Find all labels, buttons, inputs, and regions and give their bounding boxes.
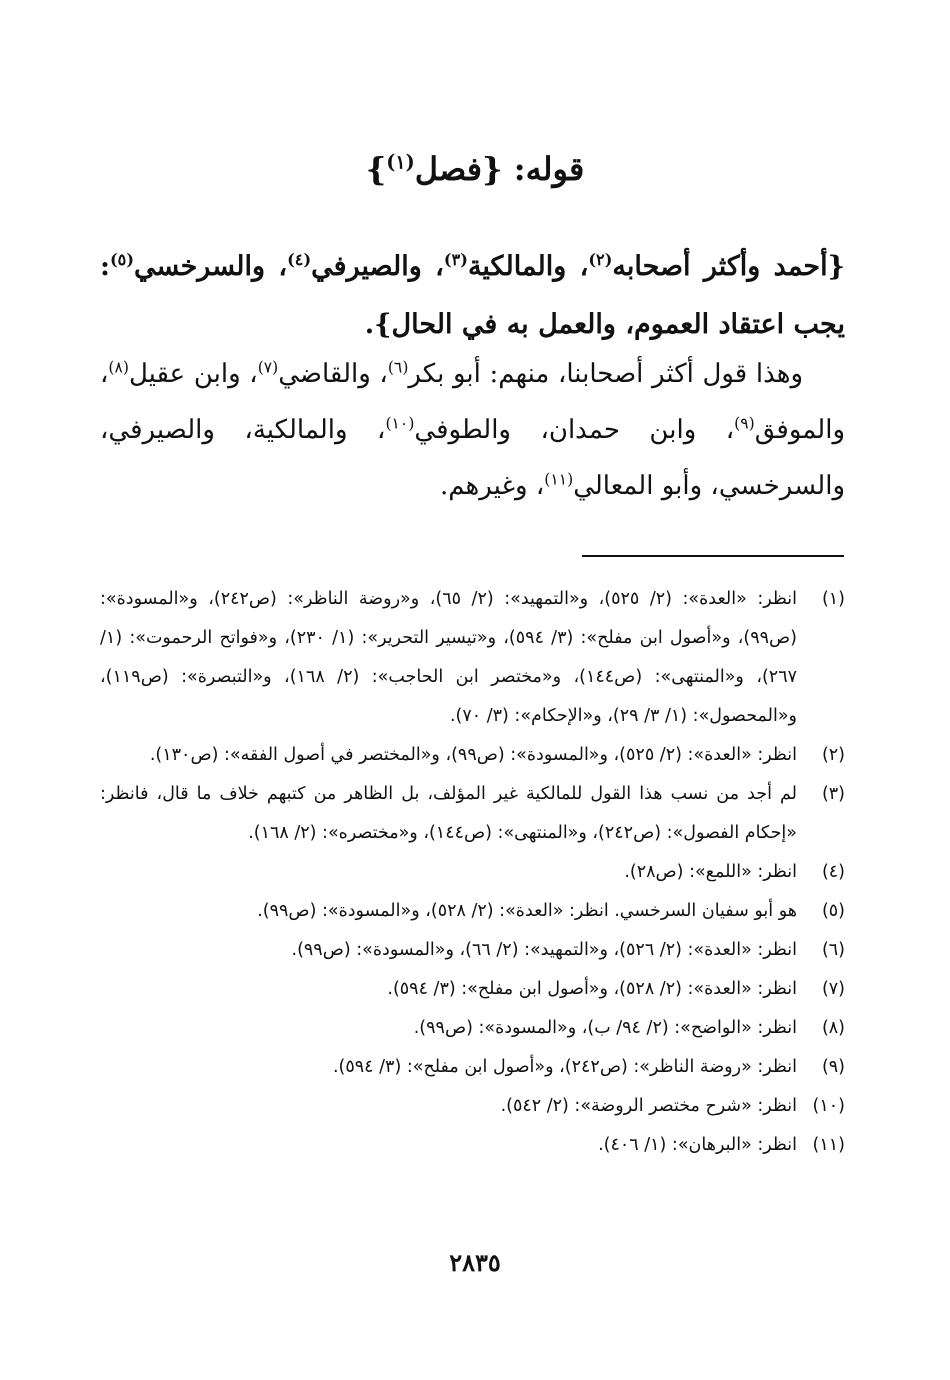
footnote-number: (٥)	[821, 901, 845, 921]
footnote-number: (١٠)	[812, 1096, 845, 1116]
footnote-text: انظر: «العدة»: (٢/ ٥٢٥)، و«المسودة»: (ص٩٩)، و«المختصر في أصول الفقه»: (ص١٣٠).	[149, 745, 797, 765]
heading-prefix: قوله: {فصل	[414, 150, 585, 188]
footnote-number: (٣)	[821, 784, 845, 804]
footnote-text: لم أجد من نسب هذا القول للمالكية غير المؤلف، بل الظاهر من كتبهم خلاف ما قال، فانظر: «إحكام الفصول»: (ص٢٤٢)، و«المنتهى»: (ص١٤٤)، و«مختصره»: (٢/ ١٦٨).	[100, 784, 797, 843]
footnote-number: (١)	[821, 589, 845, 609]
footnote-ref: (٨)	[108, 358, 129, 377]
body-text: ، وغيرهم.	[439, 471, 545, 501]
footnote-ref: (٩)	[734, 414, 755, 433]
footnote-text: انظر: «اللمع»: (ص٢٨).	[624, 862, 797, 882]
footnote-number: (٨)	[821, 1018, 845, 1038]
footnote-divider	[582, 555, 844, 557]
footnote-text: انظر: «العدة»: (٢/ ٥٢٥)، و«التمهيد»: (٢/ ٦٥)، و«روضة الناظر»: (ص٢٤٢)، و«المسودة»: (ص٩٩)، و«أصول ابن مفلح»: (٣/ ٥٩٤)، و«تيسير التحرير»: (١/ ٢٣٠)، و«فواتح الرحموت»: (١/ ٢٦٧)، و«المنتهى»: (ص١٤٤)، و«مختصر ابن الحاجب»: (٢/ ١٦٨)، و«التبصرة»: (ص١١٩)، و«المحصول»: (١/ ٣/ ٢٩)، و«الإحكام»: (٣/ ٧٠).	[100, 589, 798, 726]
footnote-ref: (١١)	[544, 470, 574, 489]
quote-text: {أحمد وأكثر أصحابه	[612, 251, 845, 282]
footnote-2	[100, 736, 845, 775]
footnote-ref: (٧)	[257, 358, 279, 377]
footnote-6	[100, 931, 845, 970]
footnote-ref: (٤)	[287, 250, 312, 269]
footnote-text: هو أبو سفيان السرخسي. انظر: «العدة»: (٢/ ٥٢٨)، و«المسودة»: (ص٩٩).	[257, 901, 797, 921]
body-text: ، والموفق	[100, 359, 846, 445]
footnote-number: (٦)	[821, 940, 845, 960]
footnote-text: انظر: «العدة»: (٢/ ٥٢٨)، و«أصول ابن مفلح»: (٣/ ٥٩٤).	[387, 979, 797, 999]
footnote-10	[100, 1087, 845, 1126]
body-text: ، وابن حمدان، والطوفي	[414, 415, 735, 445]
footnote-ref: (٢)	[588, 250, 613, 269]
quote-text: ، والصيرفي	[311, 251, 444, 282]
section-heading	[0, 150, 950, 188]
body-text: ، والمالكية، والصيرفي، والسرخسي، وأبو المعالي	[100, 415, 845, 501]
footnote-number: (١١)	[812, 1135, 845, 1155]
heading-suffix: }	[365, 150, 387, 188]
footnote-ref: (١)	[386, 150, 415, 174]
footnote-7	[100, 970, 845, 1009]
quote-text: : يجب اعتقاد العموم، والعمل به في الحال}.	[100, 251, 845, 340]
footnote-number: (٢)	[821, 745, 845, 765]
footnote-number: (٧)	[821, 979, 845, 999]
footnote-number: (٤)	[821, 862, 845, 882]
footnote-3	[100, 775, 845, 853]
body-text: وهذا قول أكثر أصحابنا، منهم: أبو بكر	[408, 359, 804, 389]
footnote-5	[100, 892, 845, 931]
footnote-ref: (١٠)	[385, 414, 415, 433]
footnote-4	[100, 853, 845, 892]
quote-text: ، والسرخسي	[134, 251, 288, 282]
page-number: ٢٨٣٥	[449, 1248, 501, 1277]
footnote-11	[100, 1126, 845, 1165]
footnotes-list	[100, 580, 845, 1165]
quoted-matn	[100, 238, 845, 354]
footnote-text: انظر: «الواضح»: (٢/ ٩٤/ ب)، و«المسودة»: (ص٩٩).	[413, 1018, 797, 1038]
footnote-ref: (٣)	[443, 250, 468, 269]
body-text: ، وابن عقيل	[128, 359, 258, 389]
footnote-ref: (٦)	[387, 358, 409, 377]
commentary-paragraph	[100, 346, 845, 514]
footnote-text: انظر: «البرهان»: (١/ ٤٠٦).	[598, 1135, 797, 1155]
footnote-text: انظر: «شرح مختصر الروضة»: (٢/ ٥٤٢).	[500, 1096, 797, 1116]
footnote-ref: (٥)	[109, 250, 135, 269]
footnote-1	[100, 580, 845, 736]
quote-text: ، والمالكية	[467, 251, 589, 282]
footnote-number: (٩)	[821, 1057, 845, 1077]
footnote-text: انظر: «روضة الناظر»: (ص٢٤٢)، و«أصول ابن مفلح»: (٣/ ٥٩٤).	[332, 1057, 797, 1077]
footnote-8	[100, 1009, 845, 1048]
body-text: ، والقاضي	[278, 359, 388, 389]
footnote-9	[100, 1048, 845, 1087]
footnote-text: انظر: «العدة»: (٢/ ٥٢٦)، و«التمهيد»: (٢/ ٦٦)، و«المسودة»: (ص٩٩).	[291, 940, 797, 960]
